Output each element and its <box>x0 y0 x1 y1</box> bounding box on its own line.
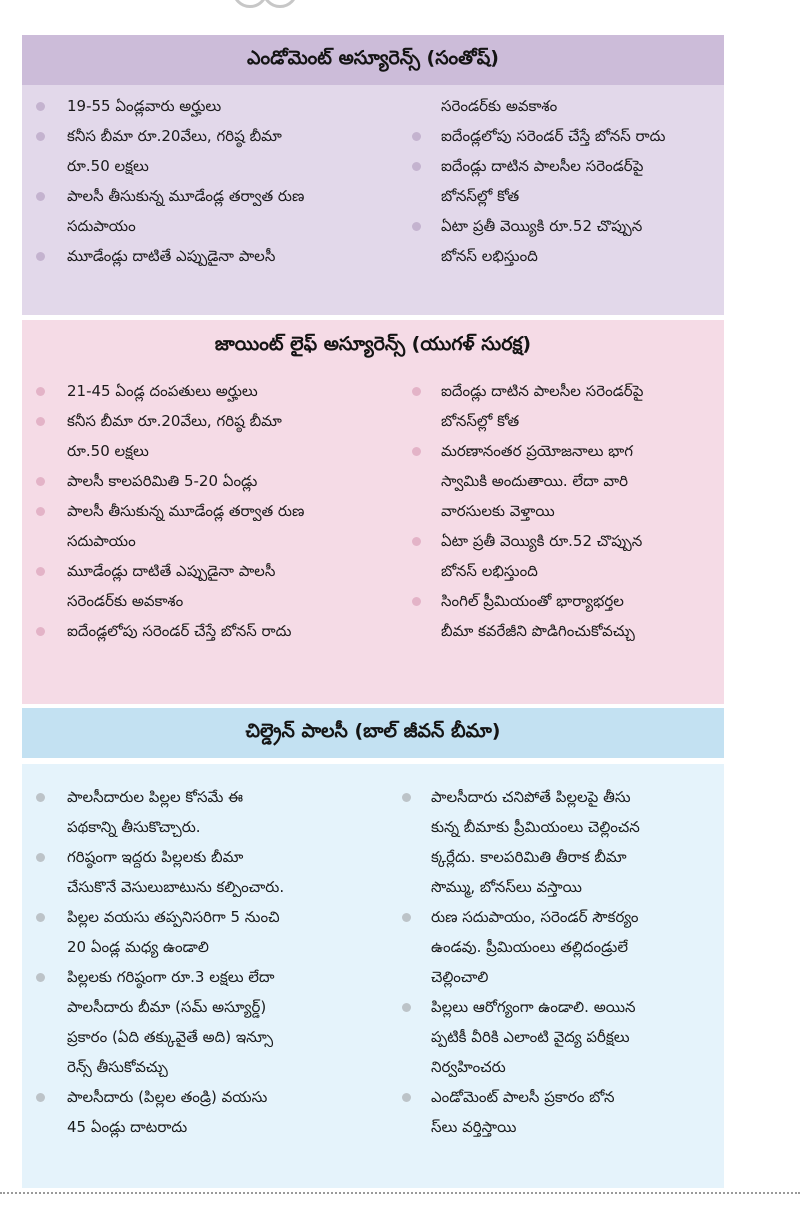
top-logo-fragment <box>228 0 306 8</box>
page-divider <box>0 1192 800 1194</box>
list-item: కనీస బీమా రూ.20వేలు, గరిష్ఠ బీమా రూ.50 లక్షలు <box>22 121 407 181</box>
list-item: 19-55 ఏండ్లవారు అర్హులు <box>22 91 407 121</box>
children-left-list <box>22 782 397 1142</box>
endowment-left-list <box>22 91 407 271</box>
list-item: పిల్లల వయసు తప్పనిసరిగా 5 నుంచి 20 ఏండ్ల మధ్య ఉండాలి <box>22 902 397 962</box>
list-item: ఏటా ప్రతీ వెయ్యికి రూ.52 చొప్పున బోనస్ లభిస్తుంది <box>407 211 724 271</box>
list-item: ఎండోమెంట్ పాలసీ ప్రకారం బోన స్‌లు వర్తిస్తాయి <box>397 1082 724 1142</box>
endowment-section <box>22 35 724 315</box>
list-item: ఐదేండ్లలోపు సరెండర్ చేస్తే బోనస్ రాదు <box>22 616 407 646</box>
list-item: పాలసీదారు చనిపోతే పిల్లలపై తీసు కున్న బీమాకు ప్రీమియంలు చెల్లించన క్కర్లేదు. కాలపరిమితి తీరాక బీమా సొమ్ము, బోనస్‌లు వస్తాయి <box>397 782 724 902</box>
list-item: పిల్లలు ఆరోగ్యంగా ఉండాలి. అయిన ప్పటికీ వీరికి ఎలాంటి వైద్య పరీక్షలు నిర్వహించరు <box>397 992 724 1082</box>
list-item: రుణ సదుపాయం, సరెండర్ సౌకర్యం ఉండవు. ప్రీమియంలు తల్లిదండ్రులే చెల్లించాలి <box>397 902 724 992</box>
joint-life-title: జాయింట్ లైఫ్ అస్యూరెన్స్ (యుగళ్ సురక్ష) <box>214 332 532 355</box>
list-item: మూడేండ్లు దాటితే ఎప్పుడైనా పాలసీ సరెండర్‌కు అవకాశం <box>22 556 407 616</box>
children-title: చిల్డ్రెన్ పాలసీ (బాల్ జీవన్ బీమా) <box>22 708 724 758</box>
children-section <box>22 764 724 1188</box>
joint-life-section <box>22 320 724 704</box>
list-item: పాలసీ తీసుకున్న మూడేండ్ల తర్వాత రుణ సదుపాయం <box>22 496 407 556</box>
endowment-title: ఎండోమెంట్ అస్యూరెన్స్ (సంతోష్) <box>22 35 724 85</box>
list-item: సింగిల్ ప్రీమియంతో భార్యాభర్తల బీమా కవరేజీని పొడిగించుకోవచ్చు <box>407 586 724 646</box>
list-item: ఐదేండ్లలోపు సరెండర్ చేస్తే బోనస్ రాదు <box>407 121 724 151</box>
list-item: ఐదేండ్లు దాటిన పాలసీల సరెండర్‌పై బోనస్‌ల్లో కోత <box>407 376 724 436</box>
list-item: కనీస బీమా రూ.20వేలు, గరిష్ఠ బీమా రూ.50 లక్షలు <box>22 406 407 466</box>
list-item: పాలసీ కాలపరిమితి 5-20 ఏండ్లు <box>22 466 407 496</box>
list-item: 21-45 ఏండ్ల దంపతులు అర్హులు <box>22 376 407 406</box>
list-item: పాలసీదారు (పిల్లల తండ్రి) వయసు 45 ఏండ్లు దాటరాదు <box>22 1082 397 1142</box>
list-item: మరణానంతర ప్రయోజనాలు భాగ స్వామికి అందుతాయి. లేదా వారి వారసులకు వెళ్తాయి <box>407 436 724 526</box>
list-item: పాలసీ తీసుకున్న మూడేండ్ల తర్వాత రుణ సదుపాయం <box>22 181 407 241</box>
list-item: గరిష్ఠంగా ఇద్దరు పిల్లలకు బీమా చేసుకొనే వెసులుబాటును కల్పించారు. <box>22 842 397 902</box>
list-item: మూడేండ్లు దాటితే ఎప్పుడైనా పాలసీ <box>22 241 407 271</box>
joint-life-left-list <box>22 376 407 646</box>
children-right-list <box>397 782 724 1142</box>
joint-life-right-list <box>407 376 724 646</box>
list-item: ఏటా ప్రతీ వెయ్యికి రూ.52 చొప్పున బోనస్ లభిస్తుంది <box>407 526 724 586</box>
list-item: పిల్లలకు గరిష్ఠంగా రూ.3 లక్షలు లేదా పాలసీదారు బీమా (సమ్ అస్యూర్డ్) ప్రకారం (ఏది తక్కువైతే అది) ఇన్సూ రెన్స్ తీసుకోవచ్చు <box>22 962 397 1082</box>
endowment-continued-text: సరెండర్‌కు అవకాశం <box>441 97 558 115</box>
list-item: ఐదేండ్లు దాటిన పాలసీల సరెండర్‌పై బోనస్‌ల్లో కోత <box>407 151 724 211</box>
endowment-right-list <box>407 121 724 271</box>
list-item: పాలసీదారుల పిల్లల కోసమే ఈ పథకాన్ని తీసుకొచ్చారు. <box>22 782 397 842</box>
